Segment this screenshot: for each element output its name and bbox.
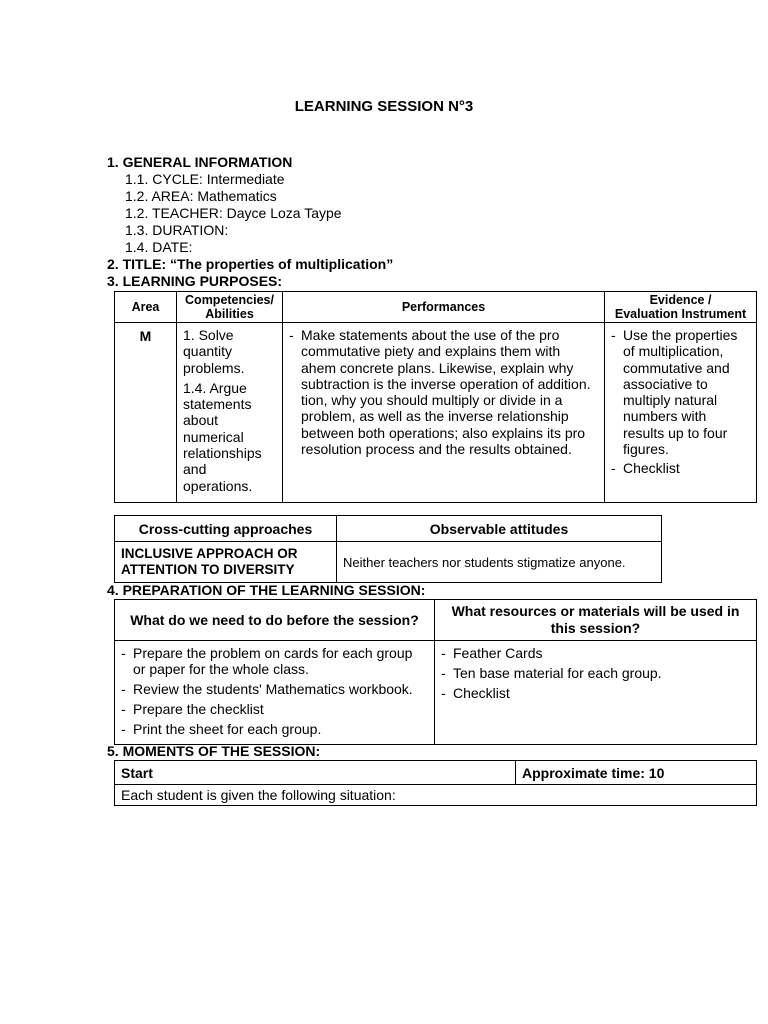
list-item: - Prepare the problem on cards for each group or paper for the whole class. xyxy=(121,645,428,678)
header-area: Area xyxy=(115,292,177,323)
table-row xyxy=(115,641,757,745)
resources-cell xyxy=(435,641,757,745)
list-item: - Feather Cards xyxy=(441,645,750,661)
table-header-row xyxy=(115,292,757,323)
header-resources: What resources or materials will be used in this session? xyxy=(435,600,757,641)
header-evidence-line2: Evaluation Instrument xyxy=(614,307,747,321)
approach-line1: INCLUSIVE APPROACH OR xyxy=(121,546,298,561)
header-competencies-line1: Competencies/ xyxy=(185,293,274,307)
general-heading: 1. GENERAL INFORMATION xyxy=(107,154,293,170)
moments-table xyxy=(114,760,757,806)
preparation-table xyxy=(114,599,757,745)
area-cell: M xyxy=(115,323,177,503)
list-item: - Prepare the checklist xyxy=(121,701,428,717)
table-header-row xyxy=(115,600,757,641)
header-evidence-line1: Evidence / xyxy=(649,293,712,307)
evidence-item: - Use the properties of multiplication, commutative and associative to multiply natural numbers with results up to four figures. xyxy=(611,327,750,457)
preparation-heading: 4. PREPARATION OF THE LEARNING SESSION: xyxy=(107,582,426,598)
area-line: 1.2. AREA: Mathematics xyxy=(125,188,277,204)
document-title: LEARNING SESSION N°3 xyxy=(294,98,474,115)
header-competencies xyxy=(177,292,283,323)
evidence-item: - Checklist xyxy=(611,460,750,476)
learning-purposes-heading: 3. LEARNING PURPOSES: xyxy=(107,273,283,289)
table-row xyxy=(115,785,757,806)
moments-heading: 5. MOMENTS OF THE SESSION: xyxy=(107,743,321,759)
competencies-cell xyxy=(177,323,283,503)
title-section-heading: 2. TITLE: “The properties of multiplication” xyxy=(107,256,394,272)
header-approaches: Cross-cutting approaches xyxy=(115,516,337,542)
competency-item: 1. Solve quantity problems. xyxy=(183,327,245,376)
list-item: - Checklist xyxy=(441,685,750,701)
table-row xyxy=(115,542,662,583)
date-line: 1.4. DATE: xyxy=(125,239,193,255)
list-item: - Ten base material for each group. xyxy=(441,665,750,681)
table-header-row xyxy=(115,516,662,542)
cross-cutting-approaches-table xyxy=(114,515,662,583)
performances-cell xyxy=(283,323,605,503)
teacher-line: 1.2. TEACHER: Dayce Loza Taype xyxy=(125,205,342,221)
approximate-time-header: Approximate time: 10 xyxy=(516,761,757,785)
header-evidence xyxy=(605,292,757,323)
general-information xyxy=(107,154,393,290)
header-before-session: What do we need to do before the session? xyxy=(115,600,435,641)
list-item: - Print the sheet for each group. xyxy=(121,721,428,737)
cycle-line: 1.1. CYCLE: Intermediate xyxy=(125,171,285,187)
table-row xyxy=(115,323,757,503)
approach-cell xyxy=(115,542,337,583)
performance-item: - Make statements about the use of the pro commutative piety and explains them with ahem concrete plans. Likewise, explain why subtraction is the inverse operation of addition. tion, why you should multiply or divide in a problem, as well as the inverse relationship between both operations; also explains its pro resolution process and the results obtained. xyxy=(289,327,598,457)
evidence-cell xyxy=(605,323,757,503)
header-attitudes: Observable attitudes xyxy=(337,516,662,542)
competency-item: 1.4. Argue statements about numerical relationships and operations. xyxy=(183,379,262,494)
before-session-cell xyxy=(115,641,435,745)
attitude-cell: Neither teachers nor students stigmatize anyone. xyxy=(337,542,662,583)
situation-cell: Each student is given the following situation: xyxy=(115,785,757,806)
learning-purposes-table xyxy=(114,291,757,503)
header-competencies-line2: Abilities xyxy=(205,307,254,321)
header-performances: Performances xyxy=(283,292,605,323)
table-header-row xyxy=(115,761,757,785)
approach-line2: ATTENTION TO DIVERSITY xyxy=(121,562,295,577)
start-header: Start xyxy=(115,761,516,785)
list-item: - Review the students' Mathematics workbook. xyxy=(121,681,428,697)
duration-line: 1.3. DURATION: xyxy=(125,222,229,238)
